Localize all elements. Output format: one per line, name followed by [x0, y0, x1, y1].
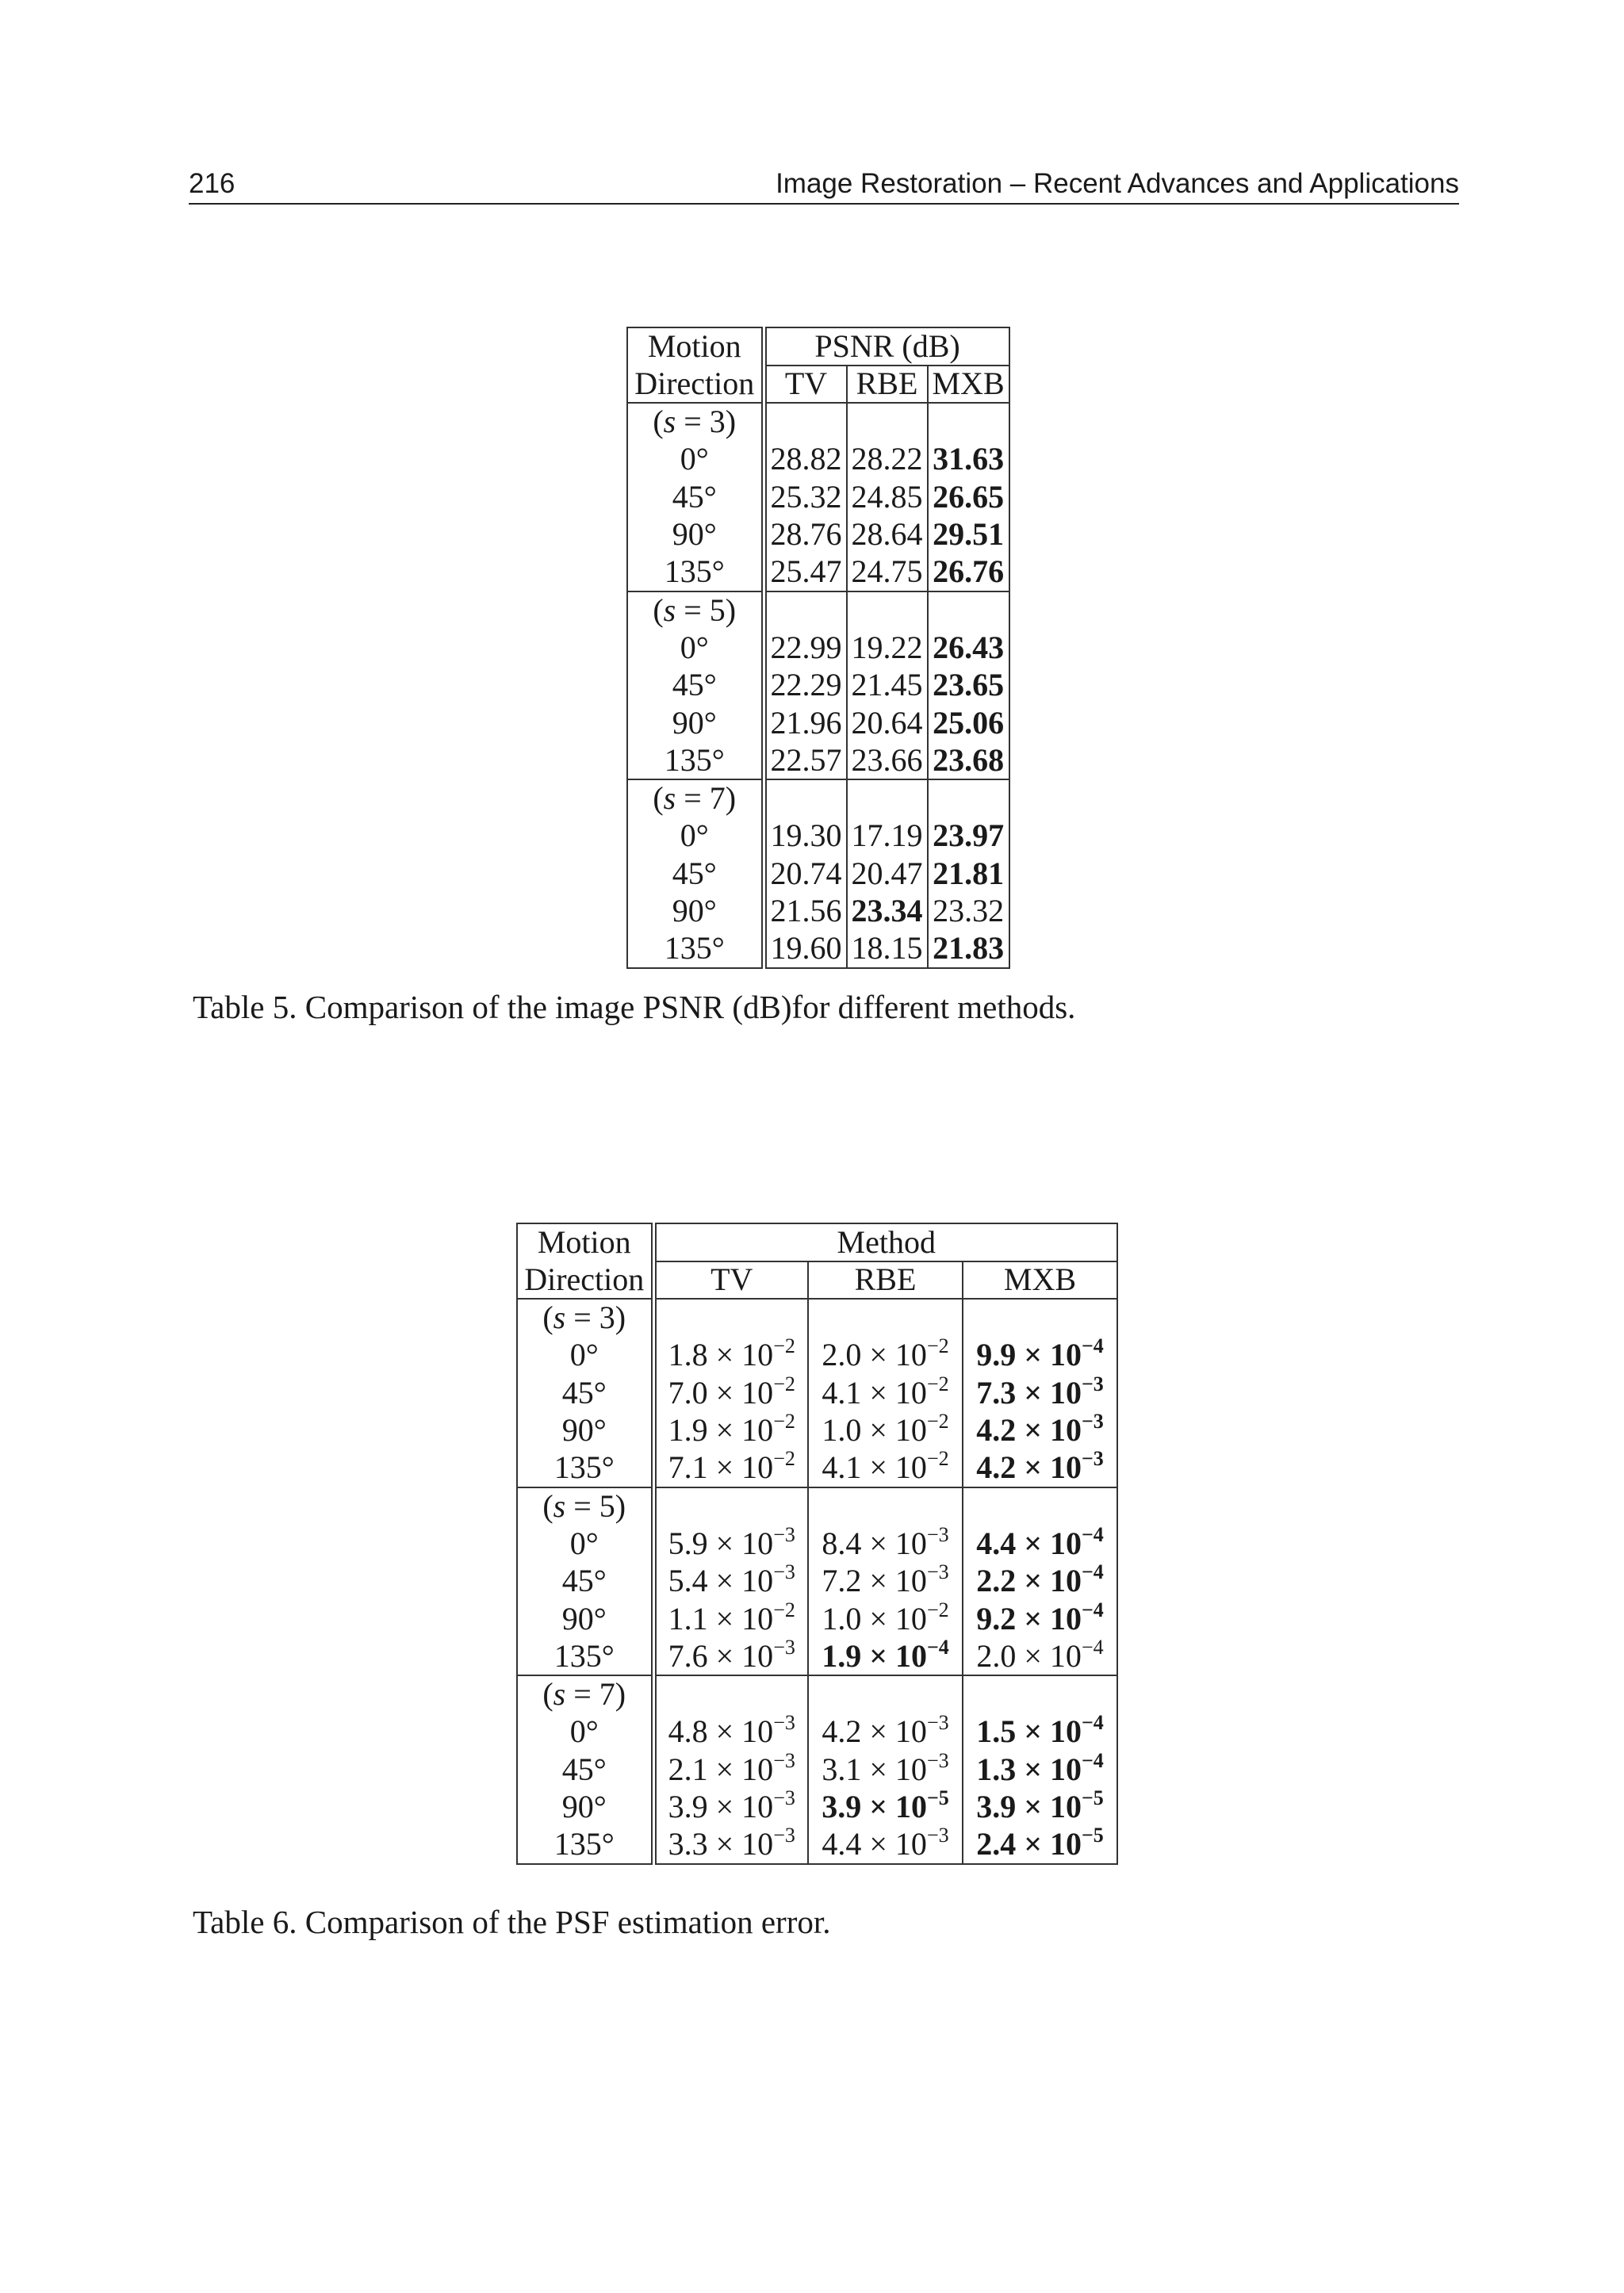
table-row [517, 1449, 1117, 1487]
value-cell: 23.68 [928, 742, 1009, 780]
value-cell: $1.9 \times 10^{-2}$ [668, 1410, 795, 1449]
table-row [517, 1525, 1117, 1563]
value-cell: 23.32 [928, 893, 1009, 931]
header-motion: Motion [517, 1223, 653, 1261]
motion-direction-cell: 135° [517, 1449, 653, 1487]
table-row [517, 1789, 1117, 1827]
value-cell: $1.9 \times 10^{-4}$ [808, 1638, 963, 1676]
motion-direction-cell: 45° [627, 667, 764, 705]
value-cell: $8.4 \times 10^{-3}$ [808, 1525, 963, 1563]
value-cell: 19.30 [770, 817, 842, 854]
group-row [517, 1299, 1117, 1337]
group-row [517, 1487, 1117, 1525]
table-row [627, 930, 1009, 968]
motion-direction-cell: 0° [517, 1525, 653, 1563]
value-cell: $1.8 \times 10^{-2}$ [668, 1334, 795, 1373]
value-cell: $4.2 \times 10^{-3}$ [963, 1412, 1117, 1450]
group-empty-cell [764, 403, 847, 441]
group-label: (s = 3) [517, 1299, 653, 1337]
motion-direction-cell: 0° [517, 1337, 653, 1375]
table-row [627, 742, 1009, 780]
value-cell: 20.74 [770, 855, 842, 891]
motion-direction-cell: 45° [517, 1374, 653, 1412]
group-empty-cell [963, 1675, 1117, 1713]
group-empty-cell [808, 1487, 963, 1525]
header-method-tv: TV [653, 1261, 808, 1300]
page-number: 216 [189, 168, 236, 199]
table6-caption: Table 6. Comparison of the PSF estimation error. [193, 1904, 831, 1940]
value-cell: 24.75 [847, 553, 928, 591]
motion-direction-cell: 135° [627, 742, 764, 780]
motion-direction-cell: 90° [627, 704, 764, 742]
table-row [517, 1713, 1117, 1751]
header-row [627, 366, 1009, 404]
value-cell: 31.63 [928, 441, 1009, 479]
table-row [627, 667, 1009, 705]
motion-direction-cell: 135° [627, 930, 764, 968]
motion-direction-cell: 0° [627, 629, 764, 667]
table5-caption: Table 5. Comparison of the image PSNR (dB)for different methods. [193, 989, 1076, 1025]
table-row [627, 441, 1009, 479]
header-group: PSNR (dB) [764, 327, 1009, 366]
table-row [517, 1638, 1117, 1676]
header-direction: Direction [627, 366, 764, 404]
header-method-mxb: MXB [963, 1261, 1117, 1300]
motion-direction-cell: 45° [627, 478, 764, 516]
value-cell: 19.60 [764, 930, 847, 968]
book-title: Image Restoration – Recent Advances and Applications [776, 168, 1459, 199]
value-cell: $4.4 \times 10^{-4}$ [963, 1525, 1117, 1563]
value-cell: 26.65 [928, 478, 1009, 516]
header-method-tv: TV [764, 366, 847, 404]
value-cell: $2.2 \times 10^{-4}$ [963, 1563, 1117, 1601]
value-cell: $1.3 \times 10^{-4}$ [963, 1751, 1117, 1789]
header-method-rbe: RBE [847, 366, 928, 404]
motion-direction-cell: 90° [627, 516, 764, 554]
value-cell: 21.83 [928, 930, 1009, 968]
group-label: (s = 7) [627, 779, 764, 817]
value-cell: 20.47 [847, 855, 928, 893]
value-cell: $5.9 \times 10^{-3}$ [668, 1522, 795, 1561]
table-row [627, 478, 1009, 516]
header-method-mxb: MXB [928, 366, 1009, 404]
header-direction: Direction [517, 1261, 653, 1300]
table-row [517, 1563, 1117, 1601]
table-row [517, 1600, 1117, 1638]
value-cell: $2.4 \times 10^{-5}$ [963, 1826, 1117, 1864]
value-cell: $3.9 \times 10^{-3}$ [668, 1786, 795, 1825]
value-cell: 25.32 [770, 478, 842, 515]
value-cell: 25.06 [928, 704, 1009, 742]
motion-direction-cell: 90° [627, 893, 764, 931]
group-empty-cell [764, 591, 847, 630]
table-row [627, 817, 1009, 856]
value-cell: $7.0 \times 10^{-2}$ [668, 1372, 795, 1411]
value-cell: 23.34 [847, 893, 928, 931]
table-row [627, 704, 1009, 742]
group-empty-cell [653, 1675, 808, 1713]
value-cell: $4.2 \times 10^{-3}$ [808, 1713, 963, 1751]
motion-direction-cell: 0° [627, 817, 764, 856]
header-motion: Motion [627, 327, 764, 366]
value-cell: $7.6 \times 10^{-3}$ [653, 1638, 808, 1676]
header-method-rbe: RBE [808, 1261, 963, 1300]
value-cell: $2.0 \times 10^{-4}$ [963, 1638, 1117, 1676]
motion-direction-cell: 135° [627, 553, 764, 591]
value-cell: $4.1 \times 10^{-2}$ [808, 1374, 963, 1412]
value-cell: 23.97 [928, 817, 1009, 856]
motion-direction-cell: 90° [517, 1600, 653, 1638]
group-empty-cell [808, 1299, 963, 1337]
value-cell: 29.51 [928, 516, 1009, 554]
group-label: (s = 7) [517, 1675, 653, 1713]
value-cell: $7.2 \times 10^{-3}$ [808, 1563, 963, 1601]
value-cell: $4.2 \times 10^{-3}$ [963, 1449, 1117, 1487]
table-row [517, 1751, 1117, 1789]
group-label: (s = 5) [627, 591, 764, 630]
value-cell: $4.8 \times 10^{-3}$ [668, 1711, 795, 1750]
value-cell: 22.57 [764, 742, 847, 780]
value-cell: 28.22 [847, 441, 928, 479]
value-cell: $2.0 \times 10^{-2}$ [808, 1337, 963, 1375]
value-cell: 21.45 [847, 667, 928, 705]
psnr-table [626, 327, 1010, 969]
table-row [517, 1374, 1117, 1412]
value-cell: 23.66 [847, 742, 928, 780]
value-cell: 19.22 [847, 629, 928, 667]
motion-direction-cell: 45° [517, 1563, 653, 1601]
group-empty-cell [963, 1299, 1117, 1337]
group-empty-cell [928, 591, 1009, 630]
group-empty-cell [963, 1487, 1117, 1525]
value-cell: 22.29 [770, 667, 842, 703]
group-row [627, 779, 1009, 817]
motion-direction-cell: 90° [517, 1412, 653, 1450]
value-cell: 26.43 [928, 629, 1009, 667]
table-row [517, 1337, 1117, 1375]
header-row [627, 327, 1009, 366]
value-cell: $1.5 \times 10^{-4}$ [963, 1713, 1117, 1751]
value-cell: 26.76 [928, 553, 1009, 591]
value-cell: $4.1 \times 10^{-2}$ [808, 1449, 963, 1487]
value-cell: $1.0 \times 10^{-2}$ [808, 1412, 963, 1450]
group-empty-cell [928, 779, 1009, 817]
value-cell: $7.3 \times 10^{-3}$ [963, 1374, 1117, 1412]
value-cell: $2.1 \times 10^{-3}$ [668, 1748, 795, 1787]
group-row [627, 591, 1009, 630]
group-empty-cell [847, 591, 928, 630]
value-cell: $9.2 \times 10^{-4}$ [963, 1600, 1117, 1638]
table-row [627, 855, 1009, 893]
value-cell: 20.64 [847, 704, 928, 742]
group-empty-cell [847, 779, 928, 817]
value-cell: $1.0 \times 10^{-2}$ [808, 1600, 963, 1638]
value-cell: $1.1 \times 10^{-2}$ [668, 1598, 795, 1636]
group-label: (s = 5) [517, 1487, 653, 1525]
value-cell: 28.64 [847, 516, 928, 554]
motion-direction-cell: 90° [517, 1789, 653, 1827]
group-empty-cell [808, 1675, 963, 1713]
group-label: (s = 3) [627, 403, 764, 441]
motion-direction-cell: 0° [517, 1713, 653, 1751]
value-cell: $9.9 \times 10^{-4}$ [963, 1337, 1117, 1375]
value-cell: $3.9 \times 10^{-5}$ [808, 1789, 963, 1827]
group-empty-cell [764, 779, 847, 817]
table-row [627, 629, 1009, 667]
value-cell: $7.1 \times 10^{-2}$ [653, 1449, 808, 1487]
value-cell: $3.3 \times 10^{-3}$ [653, 1826, 808, 1864]
header-row [517, 1223, 1117, 1261]
value-cell: $3.1 \times 10^{-3}$ [808, 1751, 963, 1789]
value-cell: 21.96 [770, 704, 842, 741]
value-cell: 21.56 [770, 893, 842, 929]
header-row [517, 1261, 1117, 1300]
group-empty-cell [928, 403, 1009, 441]
motion-direction-cell: 45° [517, 1751, 653, 1789]
value-cell: 25.47 [764, 553, 847, 591]
value-cell: 28.82 [770, 441, 842, 477]
motion-direction-cell: 135° [517, 1638, 653, 1676]
value-cell: $4.4 \times 10^{-3}$ [808, 1826, 963, 1864]
value-cell: 21.81 [928, 855, 1009, 893]
table-row [517, 1826, 1117, 1864]
table-row [517, 1412, 1117, 1450]
value-cell: 23.65 [928, 667, 1009, 705]
value-cell: 18.15 [847, 930, 928, 968]
motion-direction-cell: 135° [517, 1826, 653, 1864]
psf-error-table [516, 1223, 1118, 1865]
value-cell: $5.4 \times 10^{-3}$ [668, 1560, 795, 1599]
value-cell: 24.85 [847, 478, 928, 516]
group-row [517, 1675, 1117, 1713]
value-cell: 22.99 [770, 629, 842, 665]
motion-direction-cell: 45° [627, 855, 764, 893]
group-empty-cell [847, 403, 928, 441]
group-empty-cell [653, 1299, 808, 1337]
table-row [627, 553, 1009, 591]
running-head [189, 163, 1459, 205]
value-cell: 28.76 [770, 516, 842, 553]
group-empty-cell [653, 1487, 808, 1525]
table-row [627, 893, 1009, 931]
group-row [627, 403, 1009, 441]
header-group: Method [653, 1223, 1117, 1261]
value-cell: $3.9 \times 10^{-5}$ [963, 1789, 1117, 1827]
motion-direction-cell: 0° [627, 441, 764, 479]
table-row [627, 516, 1009, 554]
value-cell: 17.19 [847, 817, 928, 856]
